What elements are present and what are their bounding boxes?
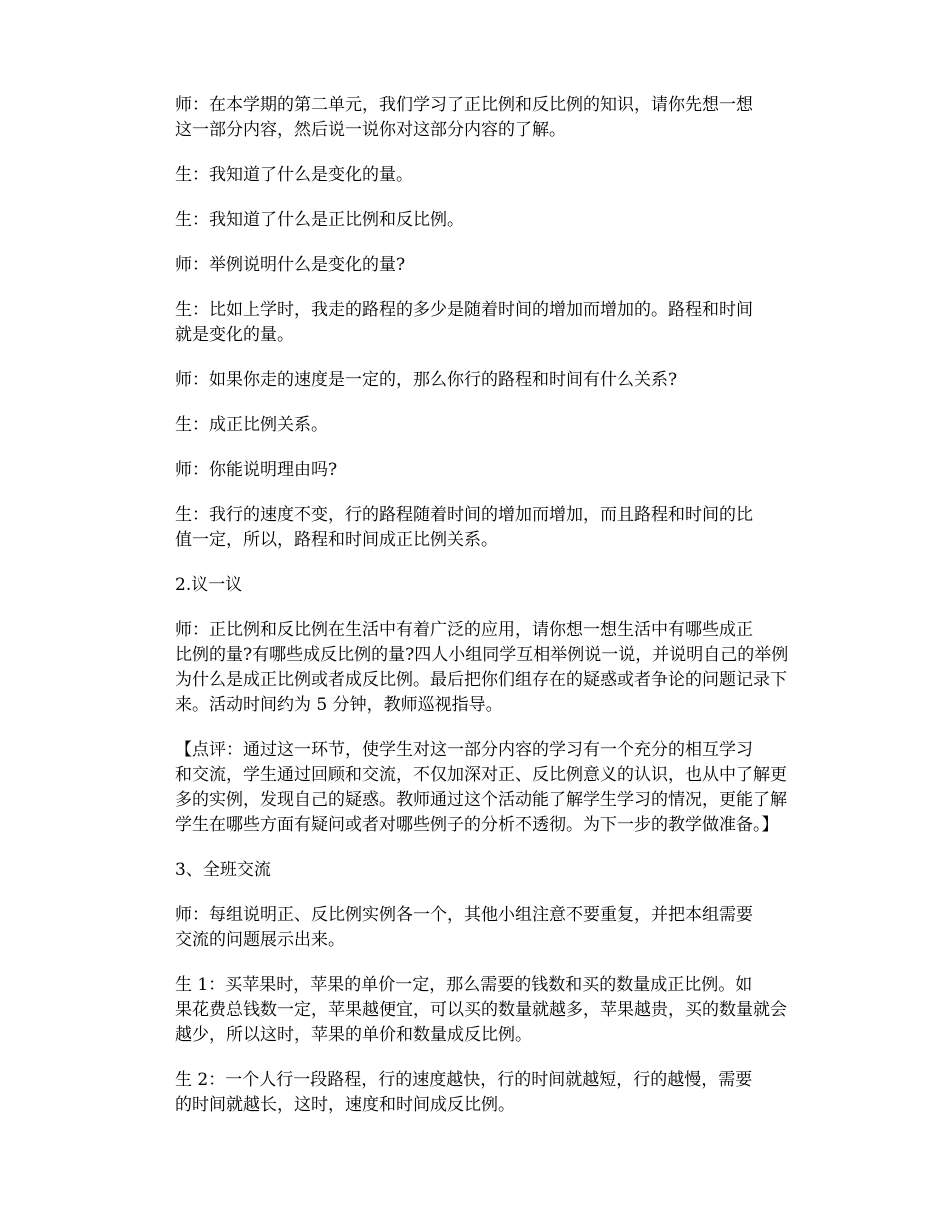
text-line: 来。活动时间约为 5 分钟，教师巡视指导。 bbox=[175, 695, 503, 715]
paragraph-student-1-example bbox=[141, 973, 809, 1048]
text-line: 比例的量?有哪些成反比例的量?四人小组同学互相举例说一说，并说明自己的举例 bbox=[175, 645, 789, 665]
paragraph-teacher-question-2 bbox=[141, 368, 809, 393]
paragraph-teacher-intro bbox=[141, 93, 809, 143]
text-line: 和交流，学生通过回顾和交流，不仅加深对正、反比例意义的认识，也从中了解更 bbox=[175, 765, 787, 785]
paragraph-comment bbox=[141, 738, 809, 838]
text-line: 生：成正比例关系。 bbox=[175, 415, 328, 435]
text-line: 学生在哪些方面有疑问或者对哪些例子的分析不透彻。为下一步的教学做准备。】 bbox=[175, 815, 779, 835]
text-line: 果花费总钱数一定，苹果越便宜，可以买的数量就越多，苹果越贵，买的数量就会 bbox=[175, 1000, 787, 1020]
text-line: 越少，所以这时，苹果的单价和数量成反比例。 bbox=[175, 1025, 532, 1045]
text-line: 生：我行的速度不变，行的路程随着时间的增加而增加，而且路程和时间的比 bbox=[175, 505, 753, 525]
text-line: 生：我知道了什么是变化的量。 bbox=[175, 165, 413, 185]
text-line: 生：比如上学时，我走的路程的多少是随着时间的增加而增加的。路程和时间 bbox=[175, 300, 753, 320]
text-line: 师：如果你走的速度是一定的，那么你行的路程和时间有什么关系? bbox=[175, 370, 678, 390]
text-line: 生 1：买苹果时，苹果的单价一定，那么需要的钱数和买的数量成正比例。如 bbox=[175, 975, 753, 995]
paragraph-teacher-instructions bbox=[141, 903, 809, 953]
paragraph-group-activity bbox=[141, 618, 809, 718]
text-line: 交流的问题展示出来。 bbox=[175, 930, 345, 950]
text-line: 师：每组说明正、反比例实例各一个，其他小组注意不要重复，并把本组需要 bbox=[175, 905, 753, 925]
text-line: 师：举例说明什么是变化的量? bbox=[175, 255, 406, 275]
text-line: 师：在本学期的第二单元，我们学习了正比例和反比例的知识，请你先想一想 bbox=[175, 95, 753, 115]
paragraph-student-answer-1 bbox=[141, 163, 809, 188]
text-line: 【点评：通过这一环节，使学生对这一部分内容的学习有一个充分的相互学习 bbox=[175, 740, 753, 760]
heading-text: 3、全班交流 bbox=[175, 860, 271, 880]
text-line: 多的实例，发现自己的疑惑。教师通过这个活动能了解学生学习的情况，更能了解 bbox=[175, 790, 787, 810]
text-line: 生 2：一个人行一段路程，行的速度越快，行的时间就越短，行的越慢，需要 bbox=[175, 1070, 753, 1090]
paragraph-teacher-question-1 bbox=[141, 253, 809, 278]
text-line: 师：你能说明理由吗? bbox=[175, 460, 338, 480]
section-heading-discuss bbox=[141, 573, 809, 598]
text-line: 就是变化的量。 bbox=[175, 325, 294, 345]
paragraph-student-reason bbox=[141, 503, 809, 553]
section-heading-class-exchange bbox=[141, 858, 809, 883]
document-page bbox=[141, 93, 809, 1138]
text-line: 师：正比例和反比例在生活中有着广泛的应用，请你想一想生活中有哪些成正 bbox=[175, 620, 753, 640]
text-line: 生：我知道了什么是正比例和反比例。 bbox=[175, 210, 464, 230]
text-line: 值一定，所以，路程和时间成正比例关系。 bbox=[175, 530, 498, 550]
text-line: 的时间就越长，这时，速度和时间成反比例。 bbox=[175, 1095, 515, 1115]
paragraph-student-example bbox=[141, 298, 809, 348]
heading-text: 2.议一议 bbox=[175, 575, 243, 595]
paragraph-student-2-example bbox=[141, 1068, 809, 1118]
paragraph-student-answer-3 bbox=[141, 413, 809, 438]
paragraph-student-answer-2 bbox=[141, 208, 809, 233]
text-line: 这一部分内容，然后说一说你对这部分内容的了解。 bbox=[175, 120, 566, 140]
text-line: 为什么是成正比例或者成反比例。最后把你们组存在的疑惑或者争论的问题记录下 bbox=[175, 670, 787, 690]
paragraph-teacher-question-3 bbox=[141, 458, 809, 483]
